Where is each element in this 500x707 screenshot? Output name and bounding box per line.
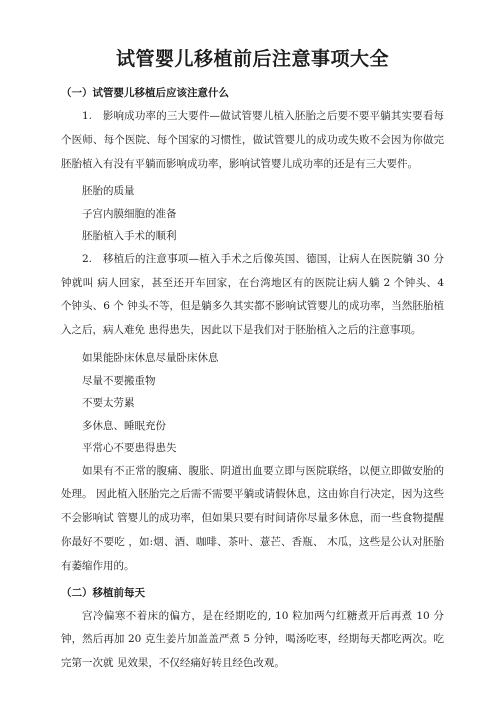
list-item: 胚胎的质量 [82, 185, 135, 198]
list-item: 如果能卧床休息尽量卧床休息 [82, 352, 219, 365]
section-1-paragraph-1: 1. 影响成功率的三大要件—做试管婴儿植入胚胎之后要不要平躺其实要看每个医师、每个医院、每个国家的习惯性，做试管婴儿的成功或失败不会因为你做完胚胎植入有没有平躺而影响成功率，影响试管婴儿成功率的还是有三大要件。 [61, 110, 444, 170]
section-2-paragraph-1: 宫冷偏寒不着床的偏方，是在经期吃的, 10 粒加两勺红糖煮开后再煮 10 分钟，然后再加 20 克生姜片加盖盖严煮 5 分钟，喝汤吃枣，经期每天都吃两次。吃完第一次就 见效果，不仅经痛好转且经色改观。 [61, 609, 444, 670]
list-item: 不要太劳累 [82, 397, 135, 410]
list-item: 平常心不要患得患失 [82, 442, 177, 455]
section-1-paragraph-3: 如果有不正常的腹痛、腹胀、阴道出血要立即与医院联络，以便立即做安胎的处理。 因此植入胚胎完之后需不需要平躺或请假休息，这由妳自行决定，因为这些不会影响试 管婴儿的成功率，但如果只要有时间请你尽量多休息，而一些食物提醒你最好不要吃 ，如:烟、酒、咖啡、茶叶、薏芒、香瓶、 木瓜，这些是公认对胚胎有萎缩作用的。 [61, 464, 444, 572]
section-heading-1: （一）试管婴儿移植后应该注意什么 [61, 87, 229, 99]
list-item: 胚胎植入手术的顺利 [82, 230, 177, 243]
list-item: 子宫内膜细胞的准备 [82, 207, 177, 220]
section-heading-2: （二）移植前每天 [61, 586, 145, 599]
page-title: 试管婴儿移植前后注意事项大全 [115, 48, 389, 70]
list-item: 尽量不要搬重物 [82, 374, 156, 387]
section-1-paragraph-2: 2. 移植后的注意事项—植入手术之后像英国、德国，让病人在医院躺 30 分钟就叫 病人回家，甚至还开车回家，在台湾地区有的医院让病人躺 2 个钟头、4 个钟头、6 个 钟头不等，但是躺多久其实都不影响试管婴儿的成功率，当然胚胎植入之后，病人难免 患得患失，因此以下是我们对于胚胎植入之后的注意事项。 [61, 252, 444, 337]
list-item: 多休息、睡眠充份 [82, 419, 166, 432]
